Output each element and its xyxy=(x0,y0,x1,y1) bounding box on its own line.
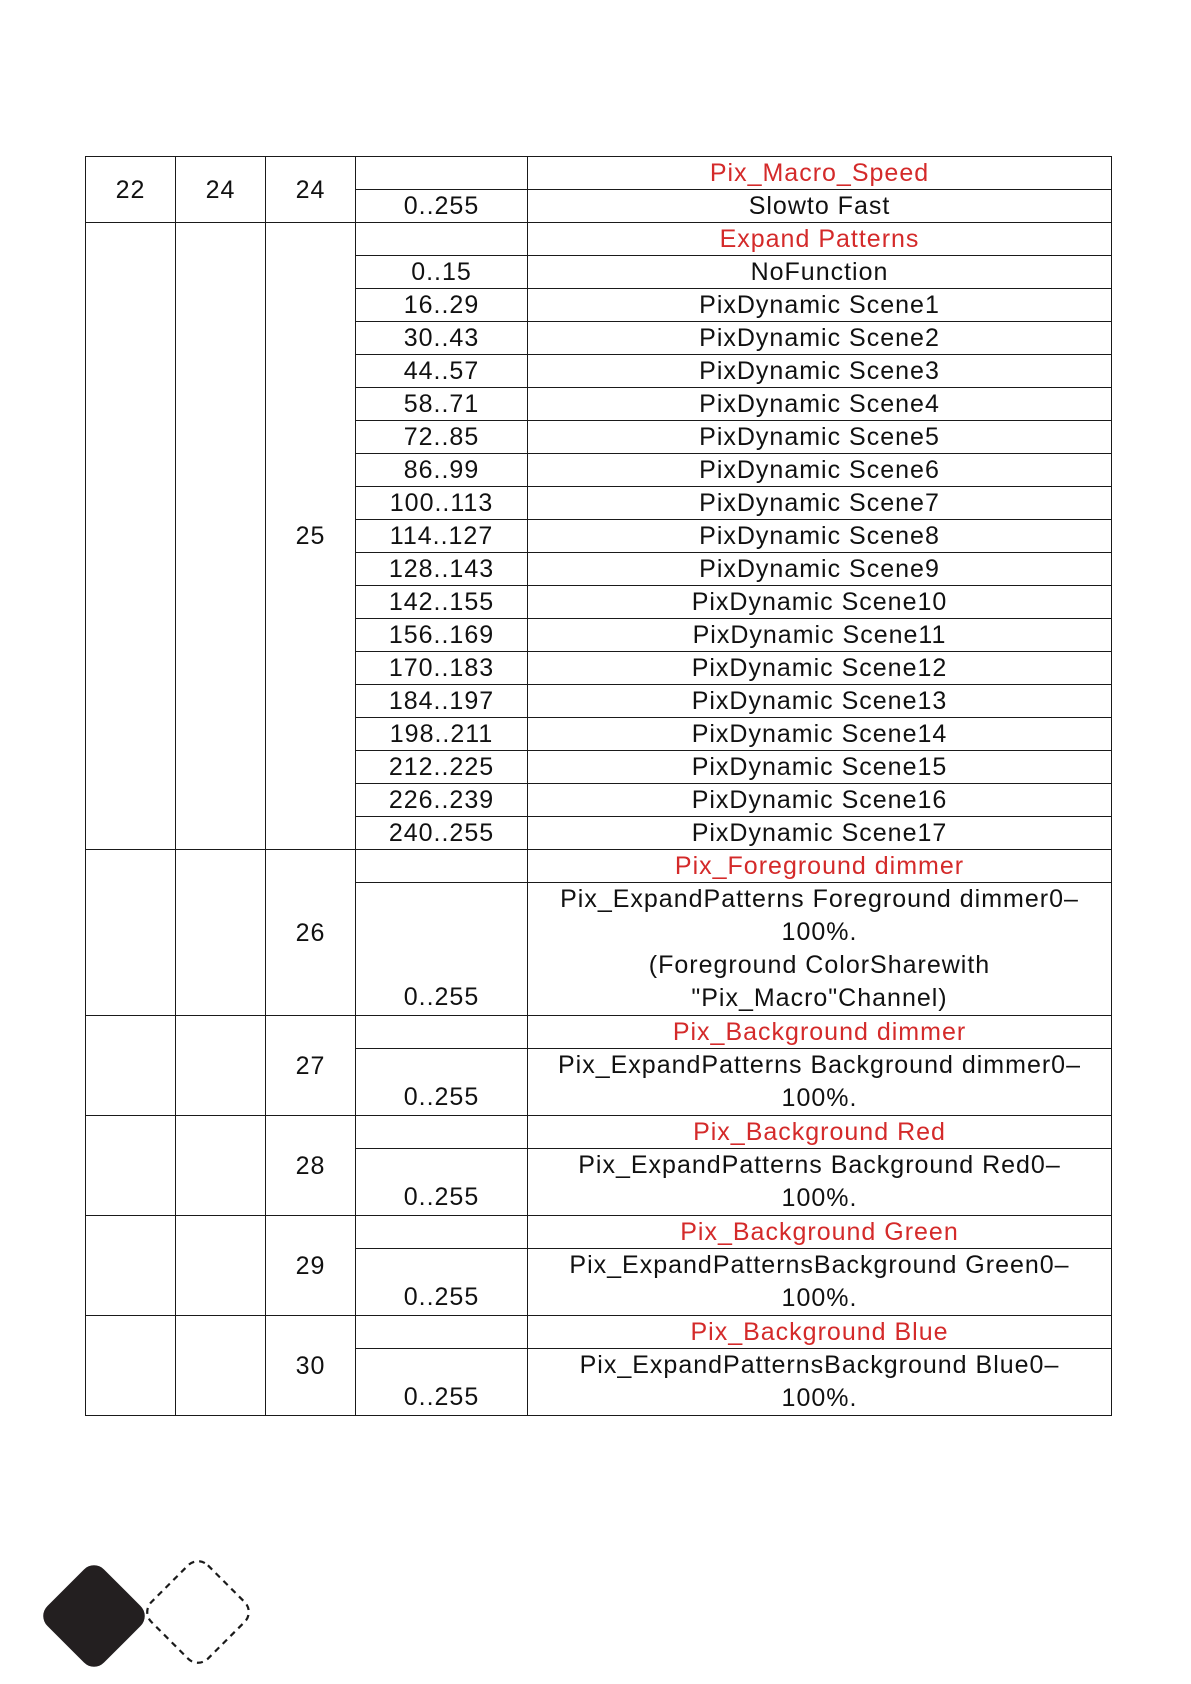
range-cell xyxy=(356,850,528,883)
channel-cell xyxy=(176,1216,266,1316)
channel-cell: 25 xyxy=(266,223,356,850)
function-cell: PixDynamic Scene1 xyxy=(528,289,1112,322)
range-cell: 44..57 xyxy=(356,355,528,388)
channel-cell: 29 xyxy=(266,1216,356,1316)
range-cell: 0..255 xyxy=(356,1249,528,1316)
function-cell: PixDynamic Scene4 xyxy=(528,388,1112,421)
function-cell: PixDynamic Scene8 xyxy=(528,520,1112,553)
function-cell: PixDynamic Scene5 xyxy=(528,421,1112,454)
range-cell xyxy=(356,223,528,256)
range-cell: 128..143 xyxy=(356,553,528,586)
channel-cell xyxy=(86,1116,176,1216)
function-description xyxy=(528,1249,1112,1316)
table-row xyxy=(86,157,1112,190)
description-line: Pix_ExpandPatternsBackground Blue0– xyxy=(579,1351,1060,1379)
range-cell: 72..85 xyxy=(356,421,528,454)
function-cell: PixDynamic Scene13 xyxy=(528,685,1112,718)
function-cell: PixDynamic Scene9 xyxy=(528,553,1112,586)
function-title: Pix_Foreground dimmer xyxy=(528,850,1112,883)
table-row xyxy=(86,223,1112,256)
channel-cell: 28 xyxy=(266,1116,356,1216)
function-title: Pix_Macro_Speed xyxy=(528,157,1112,190)
function-description xyxy=(528,883,1112,1016)
range-cell: 16..29 xyxy=(356,289,528,322)
function-cell: PixDynamic Scene3 xyxy=(528,355,1112,388)
range-cell: 0..255 xyxy=(356,190,528,223)
range-cell xyxy=(356,1116,528,1149)
function-cell: PixDynamic Scene16 xyxy=(528,784,1112,817)
description-line: "Pix_Macro"Channel) xyxy=(691,984,948,1012)
description-line: Pix_ExpandPatterns Foreground dimmer0– xyxy=(560,885,1079,913)
table-row xyxy=(86,1016,1112,1049)
range-cell: 58..71 xyxy=(356,388,528,421)
range-cell: 0..255 xyxy=(356,1049,528,1116)
function-cell: PixDynamic Scene11 xyxy=(528,619,1112,652)
range-cell: 142..155 xyxy=(356,586,528,619)
range-cell: 212..225 xyxy=(356,751,528,784)
range-cell: 0..255 xyxy=(356,1349,528,1416)
range-cell xyxy=(356,1216,528,1249)
description-line: 100%. xyxy=(781,1184,858,1212)
description-line: 100%. xyxy=(781,1284,858,1312)
range-cell: 30..43 xyxy=(356,322,528,355)
description-line: Pix_ExpandPatterns Background Red0– xyxy=(578,1151,1061,1179)
channel-cell: 22 xyxy=(86,157,176,223)
description-line: 100%. xyxy=(781,918,858,946)
channel-cell: 24 xyxy=(176,157,266,223)
function-title: Pix_Background dimmer xyxy=(528,1016,1112,1049)
range-cell: 184..197 xyxy=(356,685,528,718)
description-line: 100%. xyxy=(781,1384,858,1412)
channel-cell: 27 xyxy=(266,1016,356,1116)
range-cell xyxy=(356,157,528,190)
range-cell xyxy=(356,1016,528,1049)
function-cell: PixDynamic Scene2 xyxy=(528,322,1112,355)
function-cell: PixDynamic Scene17 xyxy=(528,817,1112,850)
description-line: (Foreground ColorSharewith xyxy=(648,951,991,979)
dmx-channel-table xyxy=(85,156,1112,1416)
range-cell: 0..255 xyxy=(356,1149,528,1216)
range-cell: 100..113 xyxy=(356,487,528,520)
table-row xyxy=(86,1216,1112,1249)
description-line: 100%. xyxy=(781,1084,858,1112)
channel-cell xyxy=(176,850,266,1016)
function-description xyxy=(528,1149,1112,1216)
function-title: Pix_Background Green xyxy=(528,1216,1112,1249)
function-cell: PixDynamic Scene7 xyxy=(528,487,1112,520)
function-title: Expand Patterns xyxy=(528,223,1112,256)
channel-cell xyxy=(86,223,176,850)
range-cell: 240..255 xyxy=(356,817,528,850)
table-row xyxy=(86,850,1112,883)
function-cell: Slowto Fast xyxy=(528,190,1112,223)
function-cell: PixDynamic Scene6 xyxy=(528,454,1112,487)
range-cell: 0..15 xyxy=(356,256,528,289)
function-cell: PixDynamic Scene10 xyxy=(528,586,1112,619)
function-title: Pix_Background Red xyxy=(528,1116,1112,1149)
channel-cell xyxy=(176,1116,266,1216)
range-cell: 226..239 xyxy=(356,784,528,817)
channel-cell xyxy=(86,850,176,1016)
channel-cell xyxy=(176,1316,266,1416)
channel-cell xyxy=(176,223,266,850)
description-line: Pix_ExpandPatterns Background dimmer0– xyxy=(558,1051,1081,1079)
table-row xyxy=(86,1316,1112,1349)
channel-cell xyxy=(86,1216,176,1316)
function-description xyxy=(528,1349,1112,1416)
range-cell: 198..211 xyxy=(356,718,528,751)
range-cell: 114..127 xyxy=(356,520,528,553)
channel-cell xyxy=(86,1016,176,1116)
channel-cell: 24 xyxy=(266,157,356,223)
function-cell: PixDynamic Scene14 xyxy=(528,718,1112,751)
channel-cell: 26 xyxy=(266,850,356,1016)
channel-cell xyxy=(86,1316,176,1416)
function-cell: NoFunction xyxy=(528,256,1112,289)
channel-cell: 30 xyxy=(266,1316,356,1416)
overlapping-diamonds-icon xyxy=(24,1548,250,1684)
function-title: Pix_Background Blue xyxy=(528,1316,1112,1349)
table-row xyxy=(86,1116,1112,1149)
range-cell: 0..255 xyxy=(356,883,528,1016)
description-line: Pix_ExpandPatternsBackground Green0– xyxy=(569,1251,1070,1279)
function-cell: PixDynamic Scene12 xyxy=(528,652,1112,685)
range-cell: 156..169 xyxy=(356,619,528,652)
range-cell xyxy=(356,1316,528,1349)
range-cell: 86..99 xyxy=(356,454,528,487)
range-cell: 170..183 xyxy=(356,652,528,685)
function-cell: PixDynamic Scene15 xyxy=(528,751,1112,784)
channel-cell xyxy=(176,1016,266,1116)
function-description xyxy=(528,1049,1112,1116)
